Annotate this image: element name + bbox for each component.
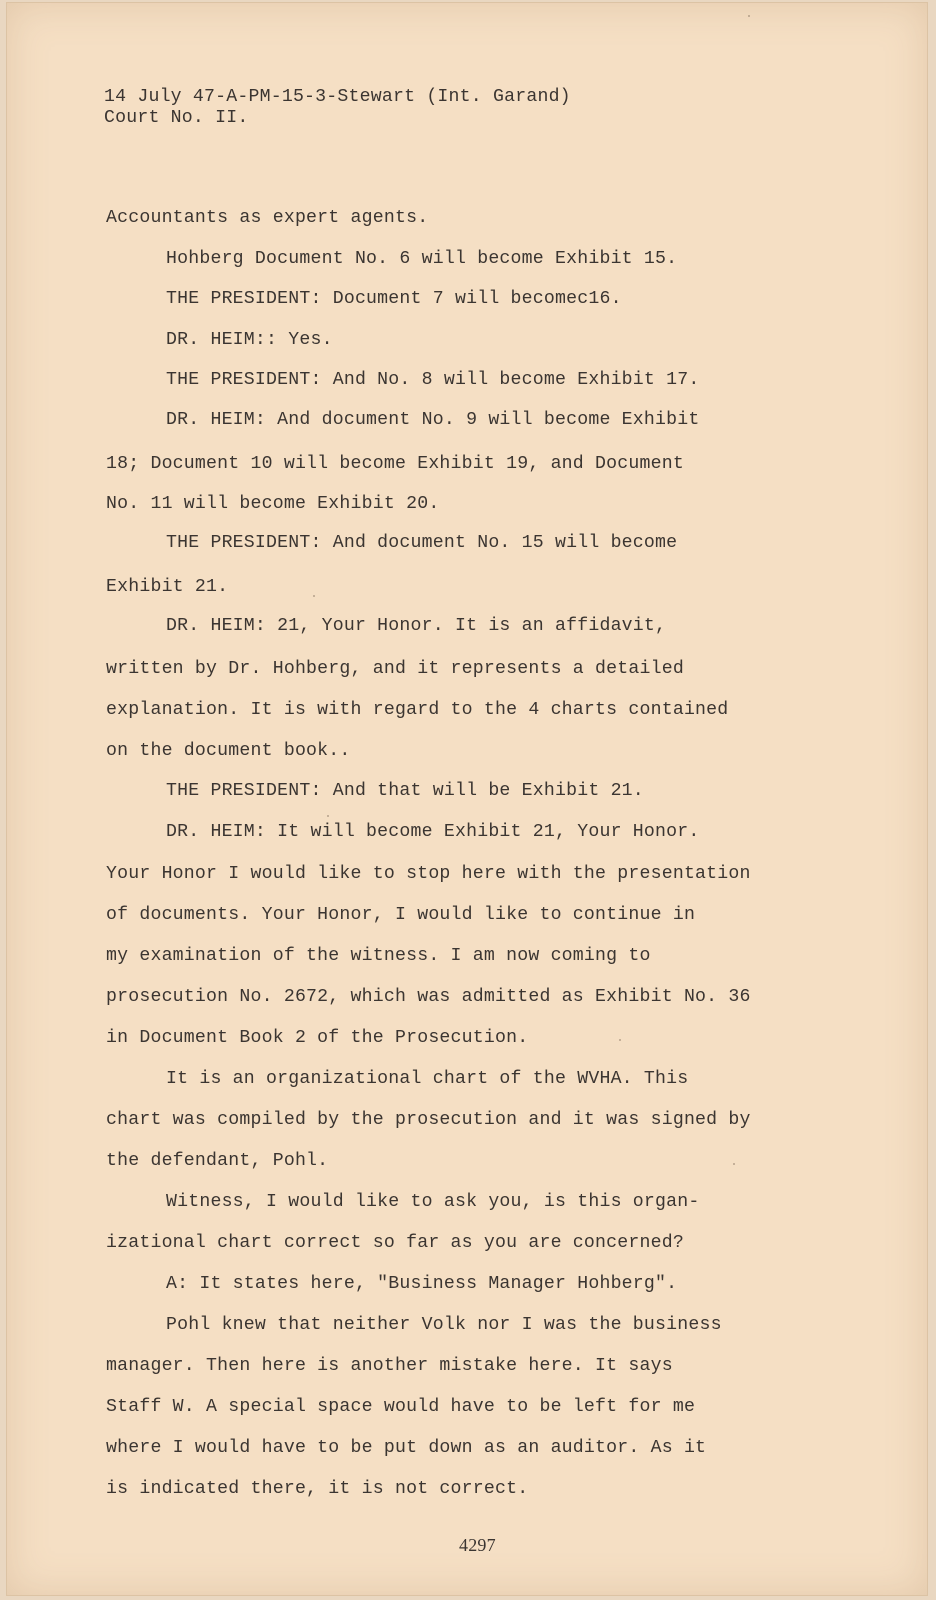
paper-speck [748, 15, 750, 17]
body-line: Accountants as expert agents. [106, 208, 429, 228]
body-line: manager. Then here is another mistake here. It says [106, 1356, 673, 1376]
body-line: Staff W. A special space would have to be left for me [106, 1397, 696, 1417]
header-line-1: 14 July 47-A-PM-15-3-Stewart (Int. Garand) [104, 87, 571, 107]
body-line: is indicated there, it is not correct. [106, 1479, 529, 1499]
body-line: Your Honor I would like to stop here with the presentation [106, 864, 751, 884]
body-line: prosecution No. 2672, which was admitted as Exhibit No. 36 [106, 987, 751, 1007]
body-line: my examination of the witness. I am now coming to [106, 946, 651, 966]
body-line: of documents. Your Honor, I would like to continue in [106, 905, 696, 925]
paper-speck [313, 595, 315, 597]
header-line-2: Court No. II. [104, 108, 249, 128]
body-line: THE PRESIDENT: And document No. 15 will become [166, 533, 678, 553]
paper-speck [733, 1163, 735, 1165]
body-line: DR. HEIM: It will become Exhibit 21, Your Honor. [166, 822, 700, 842]
body-line: 18; Document 10 will become Exhibit 19, and Document [106, 454, 684, 474]
body-line: DR. HEIM: 21, Your Honor. It is an affidavit, [166, 616, 667, 636]
body-line: the defendant, Pohl. [106, 1151, 329, 1171]
body-line: DR. HEIM: And document No. 9 will become Exhibit [166, 410, 700, 430]
body-line: It is an organizational chart of the WVHA. This [166, 1069, 689, 1089]
body-line: on the document book.. [106, 741, 351, 761]
body-line: DR. HEIM:: Yes. [166, 330, 333, 350]
body-line: THE PRESIDENT: And No. 8 will become Exhibit 17. [166, 370, 700, 390]
body-line: chart was compiled by the prosecution and it was signed by [106, 1110, 751, 1130]
body-line: where I would have to be put down as an auditor. As it [106, 1438, 707, 1458]
body-line: A: It states here, "Business Manager Hohberg". [166, 1274, 678, 1294]
body-line: Exhibit 21. [106, 577, 229, 597]
body-line: THE PRESIDENT: Document 7 will becomec16. [166, 289, 622, 309]
body-line: No. 11 will become Exhibit 20. [106, 494, 440, 514]
page-number: 4297 [459, 1535, 496, 1555]
paper-speck [327, 815, 329, 817]
body-line: explanation. It is with regard to the 4 charts contained [106, 700, 729, 720]
paper-speck [619, 1039, 621, 1041]
body-line: Hohberg Document No. 6 will become Exhibit 15. [166, 249, 678, 269]
body-line: THE PRESIDENT: And that will be Exhibit 21. [166, 781, 644, 801]
body-line: Witness, I would like to ask you, is this organ- [166, 1192, 700, 1212]
body-line: Pohl knew that neither Volk nor I was the business [166, 1315, 722, 1335]
body-line: in Document Book 2 of the Prosecution. [106, 1028, 529, 1048]
body-line: izational chart correct so far as you are concerned? [106, 1233, 684, 1253]
body-line: written by Dr. Hohberg, and it represents a detailed [106, 659, 684, 679]
document-page [6, 2, 928, 1596]
